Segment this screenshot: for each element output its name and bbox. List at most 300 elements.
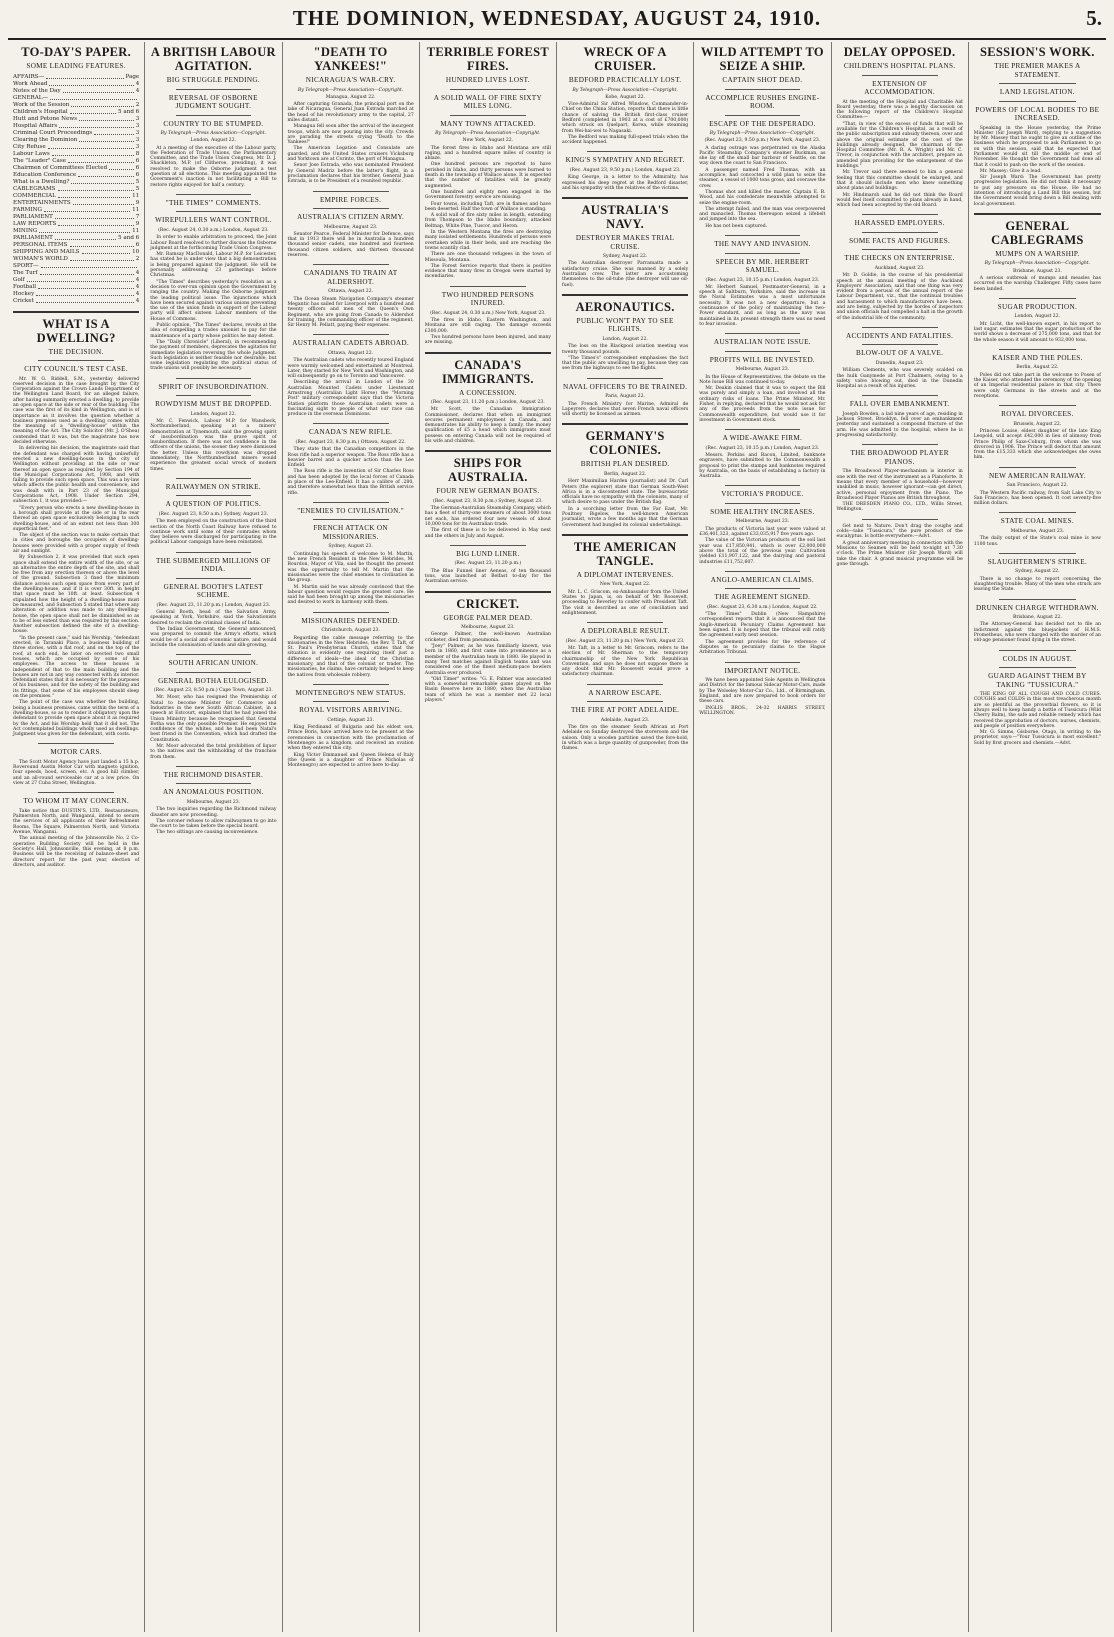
article <box>13 743 139 786</box>
article-paragraph: "Every person who erects a new dwelling-house in a borough shall provide at the side or in the rear thereof an open space exclusively belonging to such dwelling-house, and of an extent not less than 300 superficial feet." <box>13 505 140 532</box>
article <box>150 45 276 188</box>
article-paragraph: The Bedford was making full-speed trials when the accident happened. <box>562 134 689 146</box>
article-divider <box>974 213 1101 215</box>
article-byline: By Telegraph—Press Association—Copyright. <box>297 87 404 93</box>
article-subheadline: HARASSED EMPLOYERS. <box>854 219 945 228</box>
article <box>699 571 825 656</box>
article-paragraph: Speaking in the House yesterday, the Prime Minister (Sir Joseph Ward), replying to a suggestion by Mr. Massey that he ought to give an outline of the business which he proposed to ask Parliament to go on with this session, said that he expected that Parliament would sit till the middle or end of November. He thought the Government had done all that it could to push on the work of the session. <box>973 125 1101 168</box>
article <box>837 395 963 438</box>
article-subheadline: SOUTH AFRICAN UNION. <box>168 659 259 668</box>
article <box>288 423 414 495</box>
headline-rule <box>313 208 389 209</box>
index-leader <box>38 284 134 289</box>
article <box>150 378 276 472</box>
article-paragraph: "In the present case," said his Worship, "defendant erected, in Taranaki Place, a business building of three stories, with a flat roof, and on the top of the roof, at each end, he later on erected two small houses, which are occupied by some of his employees. The access to these houses is independent of that to the main building and the houses are not in any way connected with its interior. Defendant states that it is necessary for the purposes of his business, and for the safety of the building and its fittings, that some of his employees should sleep on the premises." <box>13 635 140 700</box>
article-paragraph: The Western Pacific railway, from Salt Lake City to San Francisco, has been opened. It cost seventy-five million dollars. <box>973 490 1101 507</box>
article-paragraph: A great anniversary meeting in connection with the Missions to Seamen will be held to-night at 7.30 o'clock. The Prime Minister (Sir Joseph Ward) will take the chair. A grand musical programme will be gone through. <box>836 540 963 567</box>
article-subheadline: FOUR NEW GERMAN BOATS. <box>436 487 540 496</box>
article-divider <box>862 214 938 215</box>
index-entry <box>13 207 139 214</box>
article-divider <box>450 545 526 546</box>
article-paragraph: Mr. Ramsay MacDonald, Labour M.P. for Leicester, has stated he is under view that a big demonstration is being prepared against the judgment. He will be personally addressing 23 gatherings before Christmas. <box>150 252 277 279</box>
article-paragraph: Poles did not take part in the welcome to Posen of the Kaiser, who attended the ceremony of the opening of an Imperial residential palace in that city. There were only Germans in the streets and at the receptions. <box>973 372 1101 399</box>
article-dateline: (Rec. August 23, 8.50 a.m.) Sydney, August 23. <box>158 511 269 517</box>
article-paragraph: Senator Pearce, Federal Minister for Defence, says that in 1913 there will be in Australia a hundred thousand senior cadets, one hundred and fourteen thousand citizen soldiers, and thirteen thousand reserves. <box>287 231 414 259</box>
index-page: 11 <box>132 192 140 199</box>
index-label: Work Ahead <box>13 80 48 87</box>
article-paragraph: Mr. Massey: Give it a lead. <box>979 168 1042 174</box>
article-divider <box>313 264 389 265</box>
index-page: 5 <box>135 178 140 185</box>
article-paragraph: The forest fires in Idaho and Montana are still raging, and a hundred square miles of country is ablaze. <box>424 145 551 162</box>
article-byline: By Telegraph—Press Association—Copyright. <box>435 131 541 136</box>
article-dateline: Brisbane, August 22. <box>1012 615 1062 621</box>
article-divider <box>725 333 801 334</box>
article-divider <box>176 194 252 195</box>
article-paragraph: Mr. G. Simms, Gisborne, Otago, in writing to the proprietor, says:—"Your Tussicura is most excellent." Sold by first grocers and chemists.—Advt. <box>973 730 1101 746</box>
headline-rule <box>176 211 252 212</box>
article <box>288 502 414 606</box>
article-subheadline: LAND LEGISLATION. <box>999 88 1075 96</box>
index-entry <box>13 151 139 158</box>
article <box>699 429 825 479</box>
article-paragraph: The first of these is to be delivered in May next and the others in July and August. <box>424 528 551 539</box>
article-subheadline: A NARROW ESCAPE. <box>588 688 662 697</box>
headline-rule <box>725 351 801 352</box>
article-headline: WHAT IS A DWELLING? <box>36 316 116 345</box>
index-entry <box>13 172 139 179</box>
index-entry <box>13 228 139 235</box>
index-leader <box>27 277 134 282</box>
article-subheadline: MISSIONARIES DEFENDED. <box>301 616 400 625</box>
article <box>562 378 688 418</box>
index-entry <box>13 130 139 137</box>
article-subheadline: KING'S SYMPATHY AND REGRET. <box>565 156 685 165</box>
article-divider <box>862 395 938 396</box>
article-dateline: London, August 22. <box>602 336 648 342</box>
article-divider <box>862 519 938 520</box>
article-paragraph: The value of the Victorian products of the soil last year was £17,850,941, which is over £2,000,000 above the total of the previous year. Cultivation yielded £11,907,122, and the dairying and pastoral industries £11,752,607. <box>699 538 826 565</box>
article-divider <box>725 429 801 430</box>
index-page: 3 <box>135 122 140 129</box>
article <box>974 599 1101 644</box>
column-4 <box>420 42 557 1632</box>
article-subheadline: REVERSAL OF OSBORNE JUDGMENT SOUGHT. <box>168 93 258 110</box>
article <box>13 45 139 305</box>
article <box>562 534 688 616</box>
article <box>974 467 1101 507</box>
article-subheadline: WIREPULLERS WANT CONTROL. <box>154 216 272 225</box>
article-subheadline: A DIPLOMAT INTERVENES. <box>576 570 674 579</box>
article-headline: CANADA'S IMMIGRANTS. <box>441 357 534 386</box>
article-paragraph: Herr Maximilian Harden (journalist) and Dr. Carl Peters (the explorer) state that German South-West Africa is in a discontented state. The bureaucratic officials have no sympathy with the colonists, many of which desire to pass under the British flag. <box>562 479 689 506</box>
article-paragraph: A serious outbreak of mumps and measles has occurred on the warship Challenger. Fifty cases have been landed. <box>973 276 1101 292</box>
headline-rule <box>862 344 938 345</box>
article-paragraph: King George, in a letter to the Admiralty, has expressed his deep regret at the Bedford disaster, and his sympathy with the relatives of the victims. <box>562 175 689 191</box>
index-page: 4 <box>135 283 140 290</box>
article-subheadline: THE FIRE AT PORT ADELAIDE. <box>570 706 680 715</box>
article-divider <box>999 650 1075 651</box>
article-paragraph: One hundred persons are reported to have perished in Idaho, and thirty persons were burned to death in the township of Wallace alone. It is expected that the number of fatalities will be greatly augmented. <box>424 162 551 189</box>
article <box>425 45 551 280</box>
article-subheadline: PUBLIC WON'T PAY TO SEE FLIGHTS. <box>576 316 674 334</box>
article-paragraph: "Joey" Palmer, as he was familiarly known, was born in 1860, and first came into prominence as a member of the Australian team in 1880. He played in many Test matches against English teams and was considered one of the finest medium-pace bowlers Australia ever produced. <box>424 644 551 676</box>
article-subheadline: NEW AMERICAN RAILWAY. <box>988 471 1086 480</box>
index-label: City Refuse <box>13 143 46 150</box>
page-number: 5. <box>1086 6 1102 30</box>
article <box>13 792 139 868</box>
headline-rule <box>999 667 1075 668</box>
article-dateline: Cettinje, August 23. <box>327 717 374 723</box>
article-paragraph: The fires in Idaho, Eastern Washington, and Montana are still raging. The damage exceeds £300,000. <box>424 318 551 334</box>
article-subheadline: CANADIANS TO TRAIN AT ALDERSHOT. <box>303 269 398 286</box>
index-leader <box>58 193 130 198</box>
index-label: Clearing the Dominion <box>13 136 78 143</box>
article-paragraph: THE KING OF ALL COUGH AND COLD CURES. COUGHS and COLDS in this most treacherous month are so plentiful as the proverbial flowers, so it is always well to keep handy a bottle of Tussicura (Wild Cherry Balm), the safe and reliable remedy which has received the approbation of doctors, nurses, chemists, and people of position everywhere. <box>973 692 1101 729</box>
article-divider <box>562 197 688 199</box>
article-subheadline: THE NAVY AND INVASION. <box>714 240 811 249</box>
index-label: COMMERCIAL <box>13 192 56 199</box>
article-dateline: (Rec. August 23, 10.15 p.m.) London, August 23. <box>705 277 820 283</box>
index-label: SHIPPING AND MAILS <box>13 248 80 255</box>
article-byline: By Telegraph—Press Association—Copyright. <box>160 131 267 136</box>
index-label: PARLIAMENT <box>13 213 53 220</box>
article-paragraph: Thomas shot and killed the master, Captain E. B. Wood, and his confederate meanwhile attempted to seize the engine-room. <box>699 189 826 206</box>
article-subheadline: ACCOMPLICE RUSHES ENGINE-ROOM. <box>705 93 820 110</box>
article-subheadline: GUARD AGAINST THEM BY TAKING "TUSSICURA." <box>988 672 1087 689</box>
article-divider <box>176 478 252 479</box>
article-paragraph: They state that the Canadian competitors in the Ross rifle had a superior weapon. The Ross rifle has a heavier barrel and a quicker action than the Lee Enfield. <box>287 447 414 469</box>
index-leader <box>70 242 134 247</box>
index-entry <box>13 193 139 200</box>
article-headline: AERONAUTICS. <box>575 299 675 314</box>
article-subheadline: AUSTRALIAN CADETS ABROAD. <box>292 339 409 348</box>
article-divider <box>999 599 1075 600</box>
article-paragraph: Continuing his speech of welcome to M. Martin, the new French Resident in the New Hebrides, M. Bourdon, Mayor of Vila, said he thought the present was the opportunity to tell M. Martin that the missionaries were the chief enemies to civilisation in the group. <box>287 551 414 584</box>
index-leader <box>52 151 134 156</box>
article-subheadline: THE SUBMERGED MILLIONS OF INDIA. <box>156 556 271 574</box>
article-subheadline: AUSTRALIAN NOTE ISSUE. <box>713 338 811 347</box>
index-page: 9 <box>135 199 140 206</box>
index-leader <box>58 186 134 191</box>
article-subheadline: A SOLID WALL OF FIRE SIXTY MILES LONG. <box>433 93 542 110</box>
newspaper-columns <box>8 42 1106 1632</box>
index-label: ENTERTAINMENTS <box>13 199 71 206</box>
index-leader <box>49 81 133 86</box>
index-label: Notes of the Day <box>13 87 61 94</box>
article-paragraph: The fire on the steamer South African at Port Adelaide on Sunday destroyed the storeroom and the saloon. Only a wooden partition saved the fore-hold, in which was a large quantity of gunpowder, from the flames. <box>562 725 689 752</box>
article-divider <box>425 352 551 354</box>
article-divider <box>562 294 688 296</box>
article-paragraph: The agreement provides for the reference of disputes as to pecuniary claims to the Hague Arbitration Tribunal. <box>699 639 826 656</box>
index-label: Hockey <box>13 290 35 297</box>
article <box>837 519 963 567</box>
article-headline: THE AMERICAN TANGLE. <box>573 539 677 568</box>
index-entry <box>13 102 139 109</box>
article-dateline: Ottawa, August 22. <box>328 289 374 295</box>
article-subheadline: BIG STRUGGLE PENDING. <box>166 76 260 84</box>
article-paragraph: INGLIS BROS., 24-32 HARRIS STREET, WELLINGTON. <box>699 705 826 716</box>
index-page: 3 <box>135 143 140 150</box>
index-entry <box>13 200 139 207</box>
article-paragraph: William Clements, who was severely scalded on the hulk Ganymede at Port Chalmers, owing to a safety valve blowing out, died in the Dunedin Hospital as a result of his injuries. <box>836 368 963 390</box>
column-6 <box>694 42 831 1632</box>
index-page: 6 <box>135 157 140 164</box>
article-dateline: (Rec. August 23, 8.30 p.m.) Sydney, August 23. <box>433 498 543 504</box>
index-label: SPORT— <box>13 262 39 269</box>
article-dateline: New York, August 22. <box>599 582 651 588</box>
article-paragraph: The Indian Government, the General announced, was prepared to commit the Army's efforts, which would be of a social and economic nature, and would include the colonisation of lands and silk-growing. <box>150 626 277 648</box>
article-paragraph: In order to enable arbitration to proceed, the Joint Labour Board resolved to further discuss the Osborne judgment at the forthcoming Trade Union Congress. <box>150 235 277 251</box>
index-label: Criminal Court Proceedings <box>13 129 93 136</box>
article-paragraph: Regarding the cable message referring to the missionaries in the New Hebrides, the Rev. T. Taft, of St. Paul's Presbyterian Church, states that the situation is evidently one requiring itself just a difference of ideals—the ideal of the Christian missionary, and that of the colonist or trader. The missionaries, he claims, have certainly helped to keep the natives from wholesale robbery. <box>287 635 414 678</box>
article-dateline: Auckland, August 23. <box>874 265 925 271</box>
article-paragraph: George Palmer, the well-known Australian cricketer, died from pneumonia. <box>424 632 551 643</box>
article-dateline: Kobe, August 22. <box>605 94 646 100</box>
column-5 <box>557 42 694 1632</box>
index-leader <box>70 109 116 114</box>
article-paragraph: After capturing Granada, the principal port on the lake of Nicaragua, General Juan Estrada marched at the head of his revolutionary army to the capital, 27 miles distant. <box>287 102 414 123</box>
index-page: 3 <box>135 129 140 136</box>
article-headline: SHIPS FOR AUSTRALIA. <box>447 456 528 485</box>
index-page: 7 <box>135 213 140 220</box>
article-paragraph: The American Legation and Consulate are guarded, and the United States cruisers Vicksburg and Yorktown are at Corinto, the port of Managua. <box>287 146 414 163</box>
article <box>974 405 1101 461</box>
article-subheadline: CAPTAIN SHOT DEAD. <box>722 76 803 84</box>
index-page: 4 <box>135 80 140 87</box>
article-subheadline: TO WHOM IT MAY CONCERN. <box>23 797 129 806</box>
article-subheadline: A DEPLORABLE RESULT. <box>580 627 670 636</box>
article-paragraph: "That, in view of the excess of funds that will be available for the Children's Hospital, as a result of the public subscription and subsidy thereon, over and above the original estimate of the cost of the buildings already designed, the chairman of the Hospital Committee (Mr. R. A. Wright) and Mr. C. Trevor, in conjunction with the architect, prepare an amended plan providing for the enlargement of the buildings." <box>836 121 963 170</box>
headline-rule <box>176 495 252 496</box>
article-subheadline: DESTROYER MAKES TRIAL CRUISE. <box>575 234 675 251</box>
article-paragraph: Mr. Moor advocated the total prohibition of liquor to the natives and the withholding of the franchise from them. <box>150 744 277 760</box>
article <box>837 214 963 320</box>
article-paragraph: Mr. Hindmarsh said he did not think the Board would feel itself committed to plans already in hand, which had been accepted by the old Board. <box>836 192 963 209</box>
article-divider <box>587 684 663 685</box>
article-headline: AUSTRALIA'S NAVY. <box>581 203 669 232</box>
index-leader <box>71 179 133 184</box>
article-paragraph: Mr. Moor, who has resigned the Premiership of Natal to become Minister for Commerce and Industries in the new South African Cabinet, in a speech at Estcourt, explained that he had joined the Union Ministry because he recognised that General Botha was the only possible Premier. He enjoyed the confidence of the whites, and he had been Natal's best friend in the Convention, which had drafted the Constitution. <box>150 695 277 743</box>
article-divider <box>999 553 1075 554</box>
article <box>288 45 414 185</box>
index-page: 4 <box>135 276 140 283</box>
article-subheadline: A QUESTION OF POLITICS. <box>165 500 262 509</box>
index-entry <box>13 165 139 172</box>
index-leader <box>39 228 130 233</box>
index-label: Hutt and Petone News <box>13 115 78 122</box>
index-entry <box>13 249 139 256</box>
article-divider <box>176 378 252 379</box>
article-paragraph: The Attorney-General has decided not to file an indictment against the bluejackets of H.M.S. Prometheus, who were charged with the murder of an old-age pensioner found dying in the street. <box>973 622 1101 644</box>
article-dateline: Dunedin, August 23. <box>875 360 924 366</box>
headline-rule <box>862 249 938 250</box>
index-page: 11 <box>132 227 140 234</box>
article-headline: DELAY OPPOSED. <box>843 45 956 59</box>
article-paragraph: We have been appointed Sole Agents in Wellington and District for the famous Sidecar Motor-Cars, made by The Wolseley Motor-Car Co., Ltd., of Birmingham, England, and are now prepared to book orders for these cars. <box>699 678 826 705</box>
article-paragraph: In delivering his decision, the magistrate said that the defendant was charged with having unlawfully erected a new dwelling-house in the city of Wellington without providing at the side or rear thereof an open space as required by Section 194 of the Municipal Corporations Act, 1908, and with failing to provide such open space. This was a by-law which affects the public health and convenience, and was dealt with in Part 23 of the Municipal Corporations Act, 1908. Under Section 294, subsection 1, it was provided:— <box>13 446 140 505</box>
headline-rule <box>725 253 801 254</box>
article-dateline: Melbourne, August 23. <box>323 224 378 230</box>
newspaper-title: THE DOMINION, WEDNESDAY, AUGUST 24, 1910. <box>292 6 822 30</box>
article-paragraph: Mr. L. C. Griscom, ex-Ambassador from the United States to Japan, is, on behalf of Mr. Roosevelt, proceeding to Beverley to confer with President Taft. The visit is described as one of conciliation and enlightenment. <box>562 589 689 616</box>
article-paragraph: The two inquiries regarding the Richmond railway disaster are now proceeding. <box>150 807 277 818</box>
index-entry <box>13 123 139 130</box>
article-divider <box>587 378 663 379</box>
article-paragraph: The German-Australian Steamship Company, which has a fleet of thirty-one steamers of about 3000 tons net each, has ordered four new vessels of about 10,000 tons for its Australian trade. <box>424 506 551 528</box>
article-paragraph: The Forest Service reports that there is positive evidence that many fires in Oregon were started by incendiaries. <box>424 263 551 280</box>
index-page: Page <box>125 73 140 80</box>
article <box>13 311 139 738</box>
headline-rule <box>176 89 252 90</box>
article-subheadline: THE RICHMOND DISASTER. <box>163 770 264 779</box>
article <box>562 294 688 372</box>
article-subheadline: SPIRIT OF INSUBORDINATION. <box>158 382 269 391</box>
index-label: Work of the Session <box>13 101 70 108</box>
index-leader <box>36 291 133 296</box>
article-divider <box>425 591 551 593</box>
headline-rule <box>999 101 1075 102</box>
article-subheadline: BLOW-OUT OF A VALVE. <box>856 349 944 358</box>
article <box>974 298 1101 343</box>
index-entry <box>13 186 139 193</box>
article-paragraph: Mr. Scott, the Canadian Immigration Commissioner, declares that when an immigrant secures permanent employment in Canada, and demonstrates his ability to keep a family, the money qualification of £5 a head which immigrants must possess on entering Canada will not be required of his wife and children. <box>424 407 551 445</box>
article <box>150 766 276 836</box>
article-subheadline: MUMPS ON A WARSHIP. <box>995 249 1080 258</box>
article-divider <box>313 191 389 192</box>
article-subheadline: THE DECISION. <box>48 347 104 356</box>
index-page: 3 <box>135 115 140 122</box>
article-paragraph: The Blue Funnel liner Aeneas, of ten thousand tons, was launched at Belfast to-day for the Australian service. <box>424 568 551 585</box>
article <box>974 45 1101 207</box>
article-paragraph: The Australian cadets who recently toured England were warmly welcomed and entertained at Montreal. Later, they started for New York and Washington, and will subsequently go on to Toronto and Vancouver. <box>287 358 414 380</box>
article-divider <box>313 334 389 335</box>
article-dateline: Paris, August 22. <box>605 394 645 400</box>
index-entry <box>13 144 139 151</box>
article-subheadline: STATE COAL MINES. <box>1000 517 1074 526</box>
index-page: 11 <box>132 206 140 213</box>
index-label: PERSONAL ITEMS <box>13 241 68 248</box>
article-paragraph: One hundred and eighty men engaged in the Government forestry service are missing. <box>424 189 551 201</box>
headline-rule <box>999 83 1075 84</box>
article-paragraph: The Scott Motor Agency have just landed a 15 h.p. Roveround Austin Motor Car with magneto ignition, four speeds, hood, screen, etc. A good hill climber, and an all-round serviceable car at a low price. On view at 27 Cuba Street, Wellington. <box>13 759 140 787</box>
index-label: GENERAL— <box>13 94 49 101</box>
article <box>974 512 1101 546</box>
article-paragraph: Mr. Deakin claimed that it was to expect the Bill was purely and simply a loan, and involved all the ordinary risks of loans. The Prime Minister, Mr. Fisher, in replying, declared that he would not ask for any of the proceeds from the note issue for Commonwealth expenditure, but would use it for investment in Government stock. <box>699 386 826 423</box>
index-entry <box>13 221 139 228</box>
headline-rule <box>313 519 389 520</box>
article-paragraph: Take notice that DUSTIN'S, LTD., Restaurateurs, Palmerston North, and Wanganui, intend to secure the services of all applicants of their Refreshment Rooms, The Square, Palmerston North, and Victoria Avenue, Wanganui. <box>13 808 140 836</box>
index-leader <box>71 102 133 107</box>
article-subheadline: RAILWAYMEN ON STRIKE. <box>165 482 261 491</box>
article-subheadline: BIG LUND LINER. <box>456 549 520 558</box>
headline-rule <box>725 503 801 504</box>
index-entry <box>13 116 139 123</box>
article-subheadline: KAISER AND THE POLES. <box>992 353 1083 362</box>
article-paragraph: There is no change to report concerning the slaughtering trouble. Many of the men who struck are leaving the State. <box>973 576 1101 593</box>
index-label: LAW REPORTS <box>13 220 57 227</box>
article-dateline: Melbourne, August 23. <box>735 519 790 525</box>
article-paragraph: Get next to Nature. Don't drag the coughs and colds—take "Tussicura," the pure product of the eucalyptus. Is bottle everywhere.—Advt. <box>836 523 963 540</box>
article-subheadline: ANGLO-AMERICAN CLAIMS. <box>710 575 814 584</box>
article-paragraph: The daily output of the State's coal mine is now 1100 tons. <box>973 536 1101 547</box>
article-paragraph: Public opinion, "The Times" declares, revolts at the idea of compelling a trades unionist to pay for the maintenance of a party whose politics he may detest. <box>150 323 277 339</box>
index-label: WOMAN'S WORLD <box>13 255 68 262</box>
article <box>562 622 688 678</box>
article-subheadline: EMPIRE FORCES. <box>319 195 382 204</box>
article-subheadline: SUGAR PRODUCTION. <box>997 302 1078 311</box>
article-divider <box>999 298 1075 299</box>
article-divider <box>176 654 252 655</box>
article <box>425 286 551 346</box>
article-dateline: Sydney, August 22. <box>602 254 648 260</box>
article-paragraph: There are one thousand refugees in the town of Missoula, Montana. <box>424 252 551 263</box>
article-subheadline: CITY COUNCIL'S TEST CASE. <box>24 365 128 373</box>
article-dateline: Melbourne, August 23. <box>735 367 790 373</box>
article-dateline: Managua, August 22. <box>325 94 376 100</box>
article-subheadline: THE CHECKS ON ENTERPRISE. <box>844 254 955 263</box>
article <box>837 327 963 389</box>
index-label: What is a Dwelling? <box>13 178 70 185</box>
article-subheadline: SOME FACTS AND FIGURES. <box>849 236 951 245</box>
article-paragraph: The point of the case was whether the building, being a business premises, came within the term of a dwelling-house, so as to render it obligatory upon the defendant to provide open space about it as required by the Act, and his Worship held that it did not. The Act contemplated buildings wholly used as dwellings. Judgment was given for the defendant, with costs. <box>13 700 140 738</box>
article <box>150 194 276 372</box>
article <box>974 213 1101 292</box>
article-divider <box>862 327 938 328</box>
article-subheadline: COLDS IN AUGUST. <box>1002 654 1073 663</box>
index-entry <box>13 235 139 242</box>
article-subheadline: BEDFORD PRACTICALLY LOST. <box>568 76 682 84</box>
article <box>150 478 276 546</box>
article-dateline: (Rec. August 23, 9.50 p.m.) New York, August 23. <box>704 138 821 144</box>
article-divider <box>725 235 801 236</box>
article-subheadline: SPEECH BY MR. HERBERT SAMUEL. <box>715 257 810 275</box>
article-subheadline: TWO HUNDRED PERSONS INJURED. <box>441 290 535 308</box>
article-dateline: Sydney, August 22. <box>1015 569 1060 575</box>
headline-rule <box>725 89 801 90</box>
index-entry <box>13 214 139 221</box>
article-paragraph: "Old Timer" writes: "G. E. Palmer was associated with a somewhat remarkable game played on the Basin Reserve here in 1880, when the Australian team of which he was a member met 22 local players." <box>424 676 551 703</box>
article-paragraph: The "Daily Chronicle" (Liberal), in recommending the payment of members, deprecates the agitation for immediate legislation reversing the whole judgment. Such legislation is neither feasible nor desirable, but some legislation regulating the political status of trade unions will possibly be necessary. <box>150 339 277 372</box>
index-label: Golf <box>13 276 25 283</box>
article-paragraph: Princess Louise, eldest daughter of the late King Leopold, will accept £42,000 in lieu of alimony from Prince Philip of Saxe-Coburg, from whom she was divorced in 1906. The Prince will deduct that amount from the £15,333 which she acknowledges she owes him. <box>973 429 1101 461</box>
headline-rule <box>587 701 663 702</box>
article-dateline: Brisbane, August 23. <box>1012 268 1062 274</box>
index-page: 2 <box>135 101 140 108</box>
index-label: Children's Hospital <box>13 108 68 115</box>
article-dateline: Berlin, August 22. <box>1016 365 1059 371</box>
article-subheadline: AN ANOMALOUS POSITION. <box>163 788 264 797</box>
index-leader <box>79 137 133 142</box>
article <box>562 423 688 527</box>
column-7 <box>832 42 969 1632</box>
article-paragraph: Mr. Taft, in a letter to Mr. Griscom, refers to the election of Mr. Sherman to the temporary chairmanship of the New York Republican Convention, and says he does not suppose there is any doubt that Mr. Roosevelt would prove a satisfactory chairman. <box>562 645 689 678</box>
article-divider <box>999 349 1075 350</box>
article-subheadline: VICTORIA'S PRODUCE. <box>721 490 804 499</box>
article-subheadline: PROFITS WILL BE INVESTED. <box>709 355 816 364</box>
article-subheadline: ROYAL VISITORS ARRIVING. <box>299 706 403 715</box>
article-divider <box>587 622 663 623</box>
headline-rule <box>862 75 938 76</box>
article-paragraph: General Booth, head of the Salvation Army, speaking at York, Yorkshire, said the Salvationists desired to reclaim the criminal classes of India. <box>150 610 277 626</box>
index-entry <box>13 291 139 298</box>
article <box>699 45 825 229</box>
article-paragraph: The Ocean Steam Navigation Company's steamer Megantic has sailed for Liverpool with a hundred and twenty officers and men of the Queen's Own Regiment, who are going from Canada to Aldershot for training, the commanding officer of the regiment, Sir Henry M. Pellatt, paying their expenses. <box>287 296 414 329</box>
article-divider <box>725 662 801 663</box>
index-page: 5 and 6 <box>118 234 140 241</box>
index-label: Education Conference <box>13 171 77 178</box>
index-leader <box>70 256 134 261</box>
